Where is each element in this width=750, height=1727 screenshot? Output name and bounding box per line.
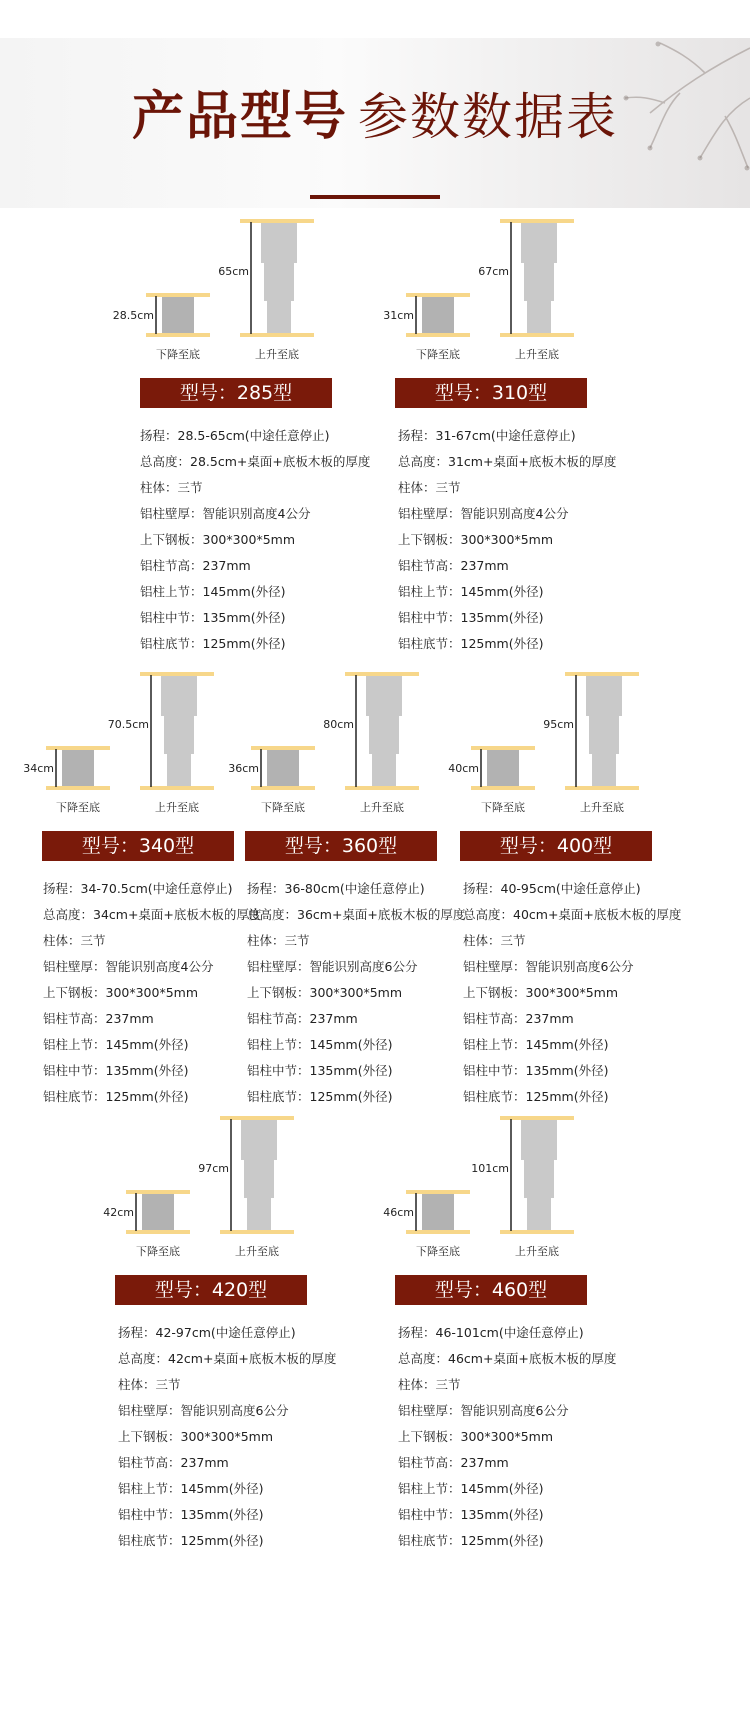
spec-item: 铝柱上节：145mm(外径)	[43, 1037, 189, 1052]
spec-list	[398, 423, 616, 657]
spec-item: 铝柱底节：125mm(外径)	[247, 1089, 393, 1104]
spec-item: 扬程：31-67cm(中途任意停止)	[398, 428, 576, 443]
spec-item: 铝柱壁厚：智能识别高度4公分	[140, 506, 311, 521]
column-down	[142, 1194, 174, 1230]
spec-item: 上下钢板：300*300*5mm	[398, 1429, 554, 1444]
min-height-label: 42cm	[103, 1206, 134, 1219]
spec-item: 铝柱节高：237mm	[140, 558, 251, 573]
spec-item: 总高度：40cm+桌面+底板木板的厚度	[463, 907, 682, 922]
column-section-mid	[164, 716, 194, 754]
column-section-mid	[524, 263, 554, 301]
spec-item: 铝柱底节：125mm(外径)	[118, 1533, 264, 1548]
column-section-bottom	[527, 301, 551, 333]
spec-item: 铝柱节高：237mm	[118, 1455, 229, 1470]
spec-item: 柱体：三节	[398, 480, 461, 495]
page-title-bold: 产品型号	[131, 87, 348, 147]
page-title-light: 参数数据表	[358, 88, 618, 146]
page-title	[0, 74, 750, 149]
spec-item: 铝柱节高：237mm	[398, 1455, 509, 1470]
spec-item: 总高度：36cm+桌面+底板木板的厚度	[247, 907, 466, 922]
column-section-mid	[264, 263, 294, 301]
down-caption: 下降至底	[136, 1245, 180, 1258]
spec-item: 铝柱壁厚：智能识别高度4公分	[398, 506, 569, 521]
column-section-top	[521, 1120, 557, 1160]
spec-item: 扬程：36-80cm(中途任意停止)	[247, 881, 425, 896]
spec-item: 上下钢板：300*300*5mm	[43, 985, 199, 1000]
spec-item: 总高度：46cm+桌面+底板木板的厚度	[398, 1351, 617, 1366]
spec-item: 扬程：28.5-65cm(中途任意停止)	[140, 428, 330, 443]
column-section-mid	[524, 1160, 554, 1198]
up-caption: 上升至底	[255, 348, 299, 361]
lift-diagram	[103, 1112, 320, 1262]
column-section-top	[261, 223, 297, 263]
spec-list	[140, 423, 370, 657]
spec-item: 铝柱底节：125mm(外径)	[43, 1089, 189, 1104]
spec-item: 铝柱上节：145mm(外径)	[140, 584, 286, 599]
max-height-label: 97cm	[198, 1162, 229, 1175]
spec-item: 扬程：34-70.5cm(中途任意停止)	[43, 881, 233, 896]
spec-item: 柱体：三节	[118, 1377, 181, 1392]
max-height-label: 95cm	[543, 718, 574, 731]
spec-item: 铝柱中节：135mm(外径)	[43, 1063, 189, 1078]
model-label: 型号：420型	[115, 1275, 307, 1305]
spec-item: 铝柱壁厚：智能识别高度6公分	[247, 959, 418, 974]
max-height-label: 67cm	[478, 265, 509, 278]
column-down	[422, 297, 454, 333]
spec-item: 铝柱壁厚：智能识别高度4公分	[43, 959, 214, 974]
column-section-bottom	[527, 1198, 551, 1230]
column-down	[422, 1194, 454, 1230]
column-section-bottom	[592, 754, 616, 786]
min-height-label: 34cm	[23, 762, 54, 775]
spec-item: 铝柱中节：135mm(外径)	[398, 610, 544, 625]
spec-item: 铝柱底节：125mm(外径)	[398, 636, 544, 651]
min-height-label: 40cm	[448, 762, 479, 775]
spec-item: 扬程：46-101cm(中途任意停止)	[398, 1325, 584, 1340]
spec-item: 总高度：42cm+桌面+底板木板的厚度	[118, 1351, 337, 1366]
down-caption: 下降至底	[481, 801, 525, 814]
column-section-bottom	[167, 754, 191, 786]
lift-diagram	[23, 668, 240, 818]
header-banner	[0, 38, 750, 208]
spec-item: 铝柱底节：125mm(外径)	[398, 1533, 544, 1548]
up-caption: 上升至底	[515, 348, 559, 361]
up-caption: 上升至底	[155, 801, 199, 814]
model-label: 型号：400型	[460, 831, 652, 861]
column-section-bottom	[267, 301, 291, 333]
spec-item: 扬程：40-95cm(中途任意停止)	[463, 881, 641, 896]
max-height-label: 80cm	[323, 718, 354, 731]
spec-item: 铝柱节高：237mm	[247, 1011, 358, 1026]
spec-item: 柱体：三节	[43, 933, 106, 948]
spec-list	[43, 876, 261, 1110]
spec-list	[118, 1320, 336, 1554]
spec-item: 铝柱底节：125mm(外径)	[140, 636, 286, 651]
spec-item: 总高度：34cm+桌面+底板木板的厚度	[43, 907, 262, 922]
down-caption: 下降至底	[261, 801, 305, 814]
spec-list	[463, 876, 681, 1110]
max-height-label: 101cm	[471, 1162, 509, 1175]
model-label: 型号：460型	[395, 1275, 587, 1305]
spec-item: 铝柱底节：125mm(外径)	[463, 1089, 609, 1104]
max-height-label: 65cm	[218, 265, 249, 278]
spec-item: 铝柱节高：237mm	[463, 1011, 574, 1026]
spec-item: 扬程：42-97cm(中途任意停止)	[118, 1325, 296, 1340]
column-section-bottom	[247, 1198, 271, 1230]
max-height-label: 70.5cm	[107, 718, 149, 731]
column-section-top	[241, 1120, 277, 1160]
down-caption: 下降至底	[56, 801, 100, 814]
spec-item: 铝柱节高：237mm	[43, 1011, 154, 1026]
title-underline	[310, 195, 440, 199]
lift-diagram	[448, 668, 665, 818]
spec-list	[398, 1320, 616, 1554]
spec-item: 铝柱中节：135mm(外径)	[463, 1063, 609, 1078]
column-down	[162, 297, 194, 333]
column-section-mid	[589, 716, 619, 754]
spec-item: 柱体：三节	[463, 933, 526, 948]
column-section-top	[161, 676, 197, 716]
lift-diagram	[112, 215, 340, 365]
model-label: 型号：310型	[395, 378, 587, 408]
spec-item: 上下钢板：300*300*5mm	[398, 532, 554, 547]
min-height-label: 36cm	[228, 762, 259, 775]
spec-item: 总高度：31cm+桌面+底板木板的厚度	[398, 454, 617, 469]
lift-diagram	[228, 668, 445, 818]
min-height-label: 28.5cm	[112, 309, 154, 322]
spec-item: 铝柱壁厚：智能识别高度6公分	[463, 959, 634, 974]
spec-list	[247, 876, 465, 1110]
spec-item: 铝柱上节：145mm(外径)	[398, 1481, 544, 1496]
spec-item: 铝柱中节：135mm(外径)	[398, 1507, 544, 1522]
column-section-bottom	[372, 754, 396, 786]
min-height-label: 31cm	[383, 309, 414, 322]
column-section-mid	[244, 1160, 274, 1198]
down-caption: 下降至底	[416, 1245, 460, 1258]
spec-item: 上下钢板：300*300*5mm	[247, 985, 403, 1000]
min-height-label: 46cm	[383, 1206, 414, 1219]
model-label: 型号：285型	[140, 378, 332, 408]
lift-diagram	[383, 1112, 600, 1262]
spec-item: 上下钢板：300*300*5mm	[118, 1429, 274, 1444]
model-label: 型号：360型	[245, 831, 437, 861]
up-caption: 上升至底	[360, 801, 404, 814]
spec-item: 总高度：28.5cm+桌面+底板木板的厚度	[140, 454, 371, 469]
column-section-top	[366, 676, 402, 716]
spec-item: 铝柱中节：135mm(外径)	[247, 1063, 393, 1078]
model-label: 型号：340型	[42, 831, 234, 861]
spec-item: 铝柱上节：145mm(外径)	[118, 1481, 264, 1496]
up-caption: 上升至底	[515, 1245, 559, 1258]
spec-item: 铝柱中节：135mm(外径)	[118, 1507, 264, 1522]
down-caption: 下降至底	[416, 348, 460, 361]
spec-item: 柱体：三节	[140, 480, 203, 495]
column-down	[62, 750, 94, 786]
spec-item: 铝柱上节：145mm(外径)	[463, 1037, 609, 1052]
spec-item: 铝柱上节：145mm(外径)	[247, 1037, 393, 1052]
column-down	[487, 750, 519, 786]
spec-item: 铝柱上节：145mm(外径)	[398, 584, 544, 599]
spec-item: 柱体：三节	[398, 1377, 461, 1392]
spec-item: 铝柱壁厚：智能识别高度6公分	[118, 1403, 289, 1418]
column-section-mid	[369, 716, 399, 754]
spec-item: 上下钢板：300*300*5mm	[140, 532, 296, 547]
column-down	[267, 750, 299, 786]
down-caption: 下降至底	[156, 348, 200, 361]
spec-item: 铝柱节高：237mm	[398, 558, 509, 573]
lift-diagram	[383, 215, 600, 365]
up-caption: 上升至底	[580, 801, 624, 814]
column-section-top	[586, 676, 622, 716]
column-section-top	[521, 223, 557, 263]
spec-item: 铝柱壁厚：智能识别高度6公分	[398, 1403, 569, 1418]
up-caption: 上升至底	[235, 1245, 279, 1258]
spec-item: 柱体：三节	[247, 933, 310, 948]
spec-item: 铝柱中节：135mm(外径)	[140, 610, 286, 625]
spec-item: 上下钢板：300*300*5mm	[463, 985, 619, 1000]
